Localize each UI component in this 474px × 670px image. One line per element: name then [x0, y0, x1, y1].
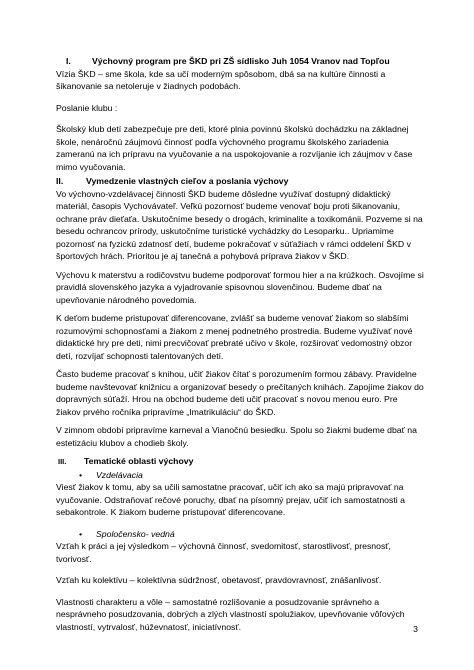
mission-paragraph: Školský klub detí zabezpečuje pre deti, ktoré plnia povinnú školskú dochádzku na základnej škole, nenáročnú záujmovú činnosť podľa výchovného programu školského zariadenia zameranú na ich prípravu na vyučovanie a na uspokojovanie a rozvíjanie ich záujmov v čase mimo vyučovania.	[56, 124, 413, 172]
document-body	[56, 55, 424, 633]
goals-paragraph: Vo výchovno-vzdelávacej činnosti ŠKD budeme dôsledne využívať dostupný didaktický materiál, časopis Vychovávateľ. Veľkú pozornosť budeme venovať boju proti šikanovaniu, ochrane práv dieťaťa. Uskutočníme besedy o drogách, kriminalite a toxikománii. Pozveme si na besedu ochrancov prírody, uskutočníme turistické vychádzky do Lesoparku.. Upriamime pozornosť na fyzickú zdatnosť detí, budeme pokračovať v súťažiach v rámci oddelení ŠKD v športových hrách. Prioritou je aj tanečná a pohybová príprava žiakov v ŠKD.	[56, 188, 423, 261]
bullet-icon: •	[79, 469, 83, 480]
goals-paragraph: Výchovu k materstvu a rodičovstvu budeme podporovať formou hier a na krúžkoch. Osvojíme si pravidlá slovenského jazyka a vyjadrovanie spisovnou slovenčinou. Budeme dbať na upevňovanie národného povedomia.	[56, 269, 424, 305]
social-paragraph: Vzťah k práci a jej výsledkom – výchovná činnosť, svedomitosť, starostlivosť, presnosť, tvorivosť.	[56, 541, 391, 564]
goals-paragraph: Často budeme pracovať s knihou, učiť žiakov čítať s porozumením formou zábavy. Pravidelne budeme navštevovať knižnicu a organizovať besedy o prečítaných knihách. Zapojíme žiakov do dopravných súťaží. Hrou na obchod budeme deti učiť pracovať s novou menou euro. Pre žiakov prvého ročníka pripravíme „Imatrikuláciu“ do ŠKD.	[56, 369, 424, 417]
section-heading-3	[58, 455, 424, 469]
list-item	[79, 528, 424, 541]
section-heading-1	[66, 55, 424, 68]
bullet-icon: •	[79, 528, 83, 539]
social-paragraph: Vlastnosti charakteru a vôle – samostatné rozlišovanie a posudzovanie správneho a nesprávneho posudzovania, dobrých a zlých vlastností spolužiakov, upevňovanie vôľových vlastností, vytrvalosť, húževnatosť, iniciatívnosť.	[56, 596, 405, 632]
section-title: Výchovný program pre ŠKD pri ZŠ sídlisko Juh 1054 Vranov nad Topľou	[92, 56, 390, 66]
bullet-label: Spoločensko- vedná	[96, 528, 175, 539]
section-title: Vymedzenie vlastných cieľov a poslania výchovy	[86, 176, 289, 186]
list-item	[79, 469, 424, 482]
mission-label: Poslanie klubu :	[56, 102, 118, 113]
social-paragraph: Vzťah ku kolektívu – kolektívna súdržnosť, obetavosť, pravdovravnosť, znášanlivosť.	[56, 575, 382, 585]
section-title: Tematické oblasti výchovy	[84, 456, 194, 466]
vision-paragraph: Vízia ŠKD – sme škola, kde sa učí moderným spôsobom, dbá sa na kultúre činnosti a šikanovanie sa netoleruje v žiadnych podobách.	[56, 68, 386, 91]
section-number: II.	[56, 176, 64, 186]
goals-paragraph: K deťom budeme pristupovať diferencovane, zvlášť sa budeme venovať žiakom so slabšími rozumovými schopnosťami a žiakom z menej podnetného prostredia. Budeme využívať nové didaktické hry pre deti, nimi precvičovať prebraté učivo v škole, rozširovať vedomostný obzor detí, rozvíjať schopnosti talentovaných detí.	[56, 313, 413, 361]
page-number: 3	[413, 624, 418, 634]
bullet-label: Vzdelávacia	[96, 469, 143, 480]
section-number: I.	[66, 56, 71, 66]
goals-paragraph: V zimnom období pripravíme karneval a Vianočnú besiedku. Spolu so žiakmi budeme dbať na estetizáciu klubov a chodieb školy.	[56, 425, 417, 448]
section-heading-2	[56, 175, 424, 188]
education-paragraph: Viesť žiakov k tomu, aby sa učili samostatne pracovať, učiť ich ako sa majú pripravovať na vyučovanie. Odstraňovať rečové poruchy, dbať na písomný prejav, učiť ich samostatnosti a sebakontrole. K žiakom budeme pristupovať diferencovane.	[56, 482, 405, 517]
section-number: III.	[58, 457, 67, 466]
